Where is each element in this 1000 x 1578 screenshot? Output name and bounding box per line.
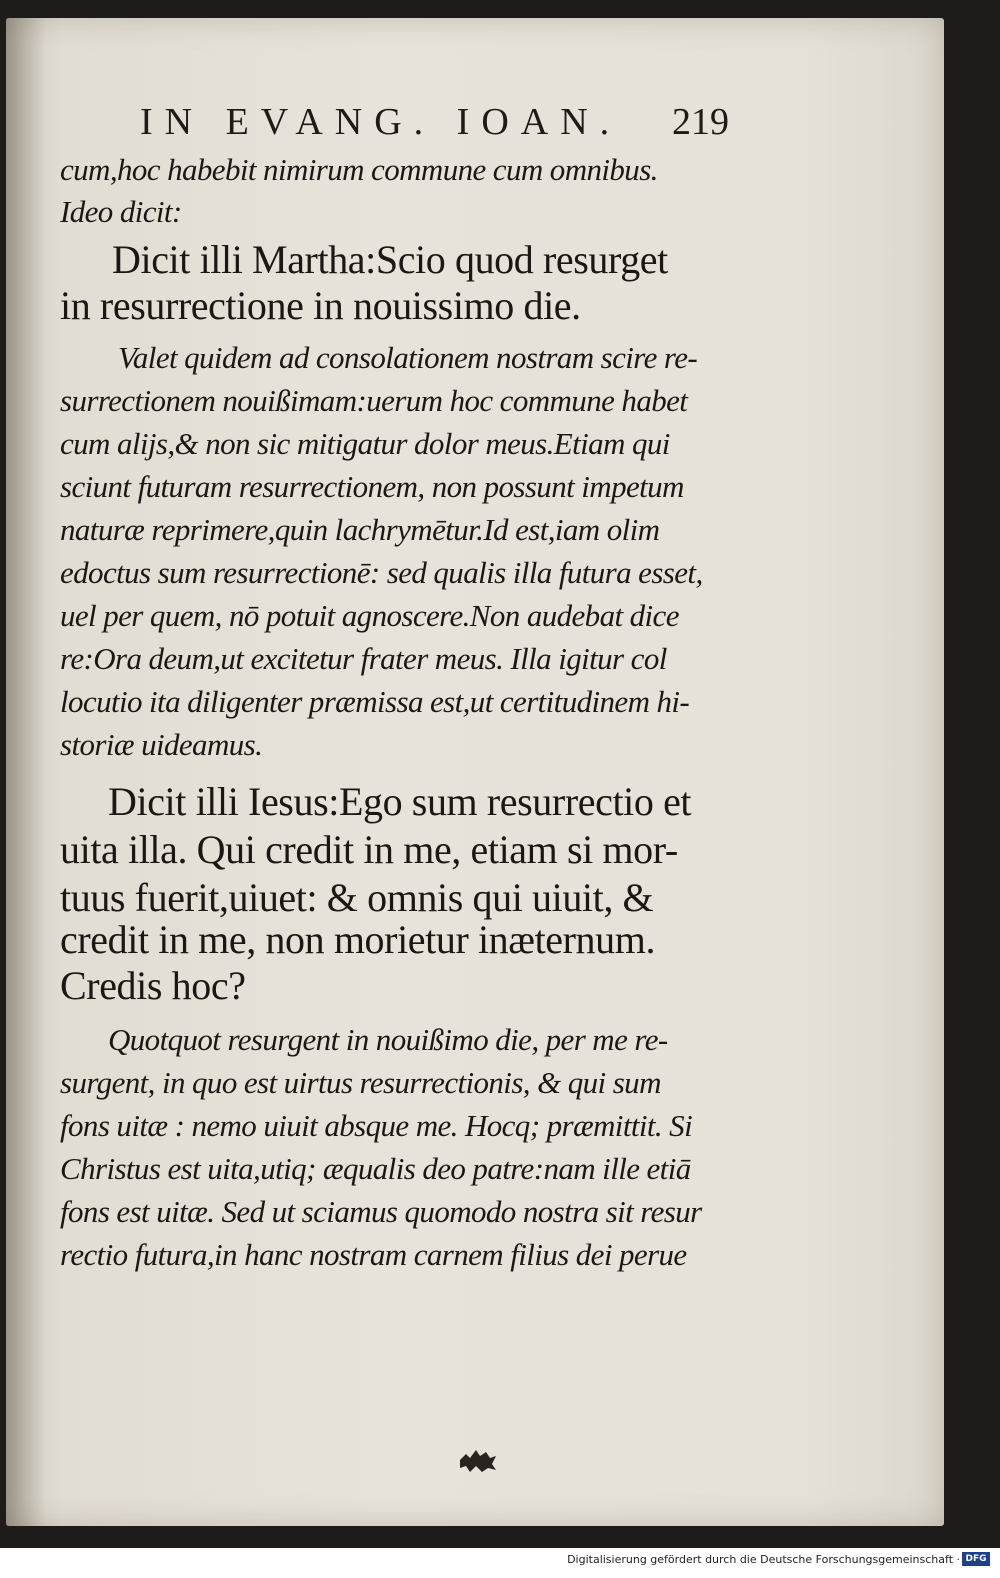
text-line: Dicit illi Martha:Scio quod resurget xyxy=(112,237,668,282)
text-line: uel per quem, nō potuit agnoscere.Non audebat dice xyxy=(60,598,679,633)
text-line: in resurrectione in nouissimo die. xyxy=(60,283,581,328)
text-line: surgent, in quo est uirtus resurrectionis, & qui sum xyxy=(60,1065,661,1100)
text-line: Credis hoc? xyxy=(60,963,246,1008)
text-line: Quotquot resurgent in nouißimo die, per me re- xyxy=(108,1022,668,1057)
text-line: sciunt futuram resurrectionem, non possunt impetum xyxy=(60,469,684,504)
text-line: edoctus sum resurrectionē: sed qualis illa futura esset, xyxy=(60,555,703,590)
page-number: 219 xyxy=(672,101,729,143)
text-line: Ideo dicit: xyxy=(60,194,182,229)
text-line: Dicit illi Iesus:Ego sum resurrectio et xyxy=(108,779,692,824)
running-head-title: IN EVANG. IOAN. xyxy=(140,101,622,143)
text-line: rectio futura,in hanc nostram carnem filius dei perue xyxy=(60,1237,687,1272)
text-line: cum alijs,& non sic mitigatur dolor meus.Etiam qui xyxy=(60,426,670,461)
text-line: fons uitæ : nemo uiuit absque me. Hocq; præmittit. Si xyxy=(60,1108,693,1143)
text-line: cum,hoc habebit nimirum commune cum omnibus. xyxy=(60,152,658,187)
text-line: naturæ reprimere,quin lachrymētur.Id est,iam olim xyxy=(60,512,660,547)
text-line: uita illa. Qui credit in me, etiam si mor- xyxy=(60,827,678,872)
text-line: surrectionem nouißimam:uerum hoc commune habet xyxy=(60,383,688,418)
text-line: Christus est uita,utiq; æqualis deo patre:nam ille etiā xyxy=(60,1151,691,1186)
text-line: fons est uitæ. Sed ut sciamus quomodo nostra sit resur xyxy=(60,1194,702,1229)
running-head xyxy=(0,100,1000,150)
dfg-logo: DFG xyxy=(962,1552,990,1566)
page-gutter-shadow xyxy=(6,18,46,1526)
text-line: Valet quidem ad consolationem nostram scire re- xyxy=(118,340,698,375)
text-line: tuus fuerit,uiuet: & omnis qui uiuit, & xyxy=(60,875,654,920)
text-line: credit in me, non morietur inæternum. xyxy=(60,917,656,962)
printer-ornament-icon xyxy=(458,1446,498,1474)
footer-credit: Digitalisierung gefördert durch die Deutsche Forschungsgemeinschaft · xyxy=(567,1553,960,1566)
text-line: re:Ora deum,ut excitetur frater meus. Illa igitur col xyxy=(60,641,667,676)
text-line: storiæ uideamus. xyxy=(60,727,263,762)
text-line: locutio ita diligenter præmissa est,ut certitudinem hi- xyxy=(60,684,690,719)
